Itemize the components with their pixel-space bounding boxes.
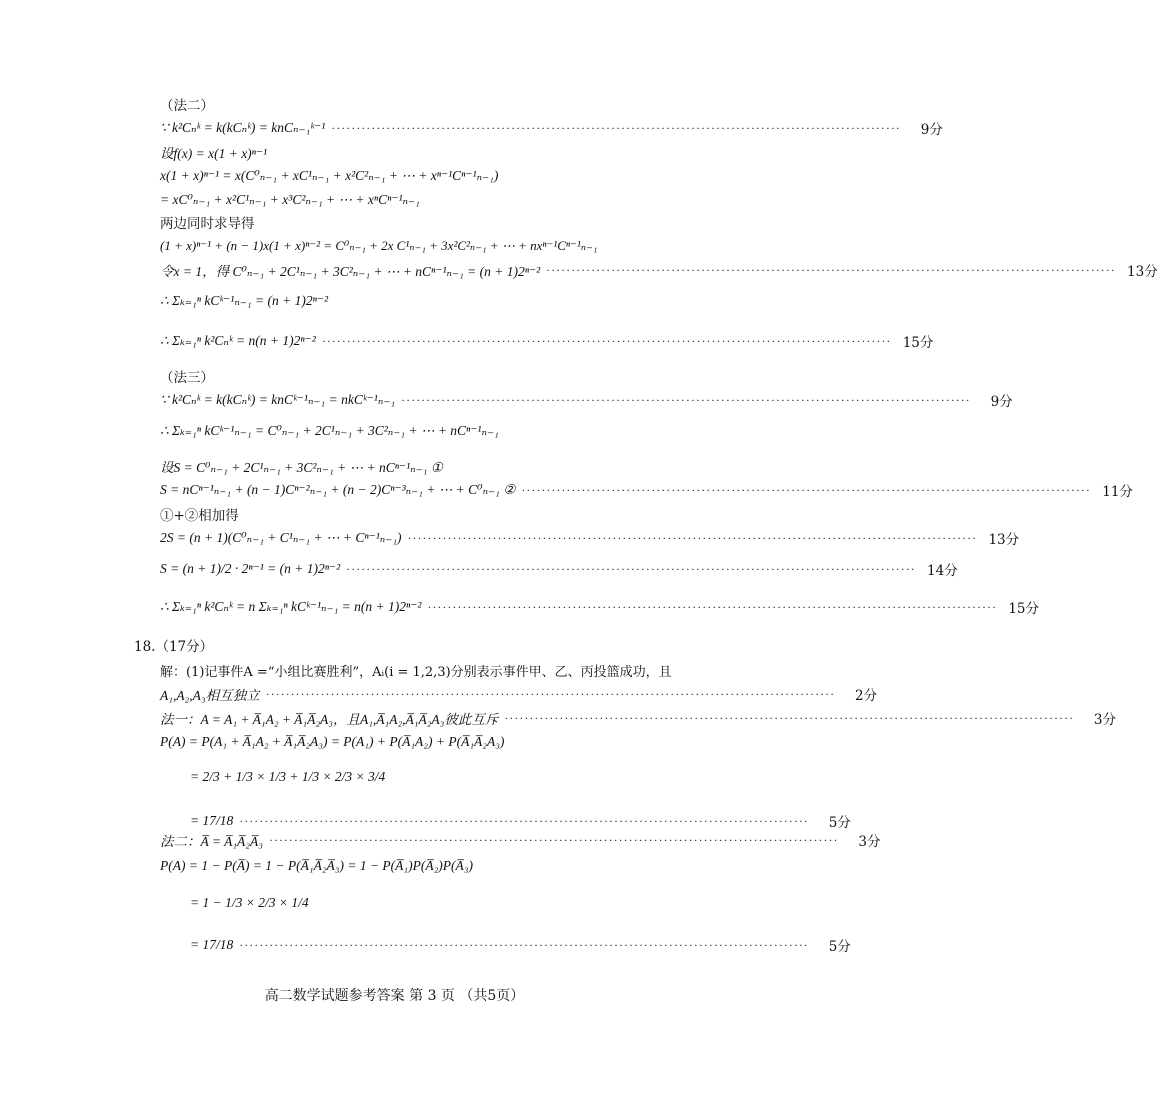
leader-dots: ·················································································································· bbox=[331, 120, 901, 135]
q18-line-9: = 1 − 1/3 × 2/3 × 1/4 bbox=[190, 895, 309, 910]
m3-line-3: 设S = C⁰ₙ₋₁ + 2C¹ₙ₋₁ + 3C²ₙ₋₁ + ⋯ + nCⁿ⁻¹ₙ₋₁ ① bbox=[160, 460, 443, 475]
q18-line-7: 法二：A̅ = A̅₁A̅₂A̅₃ ·················································································································· 3分 bbox=[160, 828, 715, 852]
m2-line-9: ∴ Σₖ₌₁ⁿ k²Cₙᵏ = n(n + 1)2ⁿ⁻² ·················································································································· 15分 bbox=[160, 333, 934, 351]
method3-heading: （法三） bbox=[160, 370, 214, 386]
m2-line-6: (1 + x)ⁿ⁻¹ + (n − 1)x(1 + x)ⁿ⁻² = C⁰ₙ₋₁ + 2x C¹ₙ₋₁ + 3x²C²ₙ₋₁ + ⋯ + nxⁿ⁻¹Cⁿ⁻¹ₙ₋₁ bbox=[160, 238, 598, 253]
q18-line-2: A₁,A₂,A₃相互独立 ·················································································································· 2分 bbox=[160, 682, 715, 706]
score: 15分 bbox=[902, 335, 934, 351]
score: 14分 bbox=[927, 563, 958, 579]
m3-line-7: S = (n + 1)/2 · 2ⁿ⁻¹ = (n + 1)2ⁿ⁻² ·················································································································· 14分 bbox=[160, 561, 958, 579]
leader-dots: ·················································································································· bbox=[321, 333, 892, 348]
score: 5分 bbox=[828, 815, 851, 831]
score: 9分 bbox=[920, 122, 943, 138]
m2-line-2: 设f(x) = x(1 + x)ⁿ⁻¹ bbox=[160, 146, 268, 161]
m3-line-2: ∴ Σₖ₌₁ⁿ kCᵏ⁻¹ₙ₋₁ = C⁰ₙ₋₁ + 2C¹ₙ₋₁ + 3C²ₙ₋₁ + ⋯ + nCⁿ⁻¹ₙ₋₁ bbox=[160, 423, 499, 438]
m3-line-1: ∵ k²Cₙᵏ = k(kCₙᵏ) = knCᵏ⁻¹ₙ₋₁ = nkCᵏ⁻¹ₙ₋₁ ·················································································································· 9分 bbox=[160, 392, 1013, 410]
method2-heading: （法二） bbox=[160, 98, 214, 114]
leader-dots: ·················································································································· bbox=[346, 561, 916, 576]
page-footer: 高二数学试题参考答案 第 3 页 （共5页） bbox=[264, 988, 525, 1004]
leader-dots: ·················································································································· bbox=[407, 530, 978, 545]
score: 11分 bbox=[1102, 484, 1133, 500]
m3-line-4: S = nCⁿ⁻¹ₙ₋₁ + (n − 1)Cⁿ⁻²ₙ₋₁ + (n − 2)Cⁿ⁻³ₙ₋₁ + ⋯ + C⁰ₙ₋₁ ② ·················································································································· 11分 bbox=[160, 482, 1133, 500]
score: 13分 bbox=[1127, 264, 1158, 280]
leader-dots: ·················································································································· bbox=[239, 813, 809, 828]
leader-dots: ·················································································································· bbox=[546, 262, 1116, 277]
leader-dots: ·················································································································· bbox=[401, 392, 971, 407]
m2-line-5: 两边同时求导得 bbox=[160, 216, 255, 232]
m3-line-8: ∴ Σₖ₌₁ⁿ k²Cₙᵏ = n Σₖ₌₁ⁿ kCᵏ⁻¹ₙ₋₁ = n(n + 1)2ⁿ⁻² ·················································································································· 15分 bbox=[160, 599, 1039, 617]
q18-line-5: = 2/3 + 1/3 × 1/3 + 1/3 × 2/3 × 3/4 bbox=[190, 769, 386, 784]
m2-line-8: ∴ Σₖ₌₁ⁿ kCᵏ⁻¹ₙ₋₁ = (n + 1)2ⁿ⁻² bbox=[160, 293, 328, 308]
leader-dots: ·················································································································· bbox=[521, 482, 1091, 497]
m2-line-1: ∵ k²Cₙᵏ = k(kCₙᵏ) = knCₙ₋₁ᵏ⁻¹ ·················································································································· 9分 bbox=[160, 120, 943, 138]
score: 15分 bbox=[1008, 601, 1039, 617]
score: 3分 bbox=[858, 834, 881, 850]
q18-line-6: = 17/18 ·················································································································· 5分 bbox=[190, 813, 851, 831]
leader-dots: ·················································································································· bbox=[504, 710, 1074, 725]
q18-line-4: P(A) = P(A₁ + A̅₁A₂ + A̅₁A̅₂A₃) = P(A₁) + P(A̅₁A₂) + P(A̅₁A̅₂A₃) bbox=[160, 734, 505, 749]
leader-dots: ·················································································································· bbox=[265, 686, 836, 701]
q18-line-10: = 17/18 ·················································································································· 5分 bbox=[190, 937, 851, 955]
q18-line-3: 法一：A = A₁ + A̅₁A₂ + A̅₁A̅₂A₃，且A₁,A̅₁A₂,A̅₁A̅₂A₃彼此互斥 ·················································································································· 3分 bbox=[160, 706, 715, 730]
q18-line-8: P(A) = 1 − P(A̅) = 1 − P(A̅₁A̅₂A̅₃) = 1 − P(A̅₁)P(A̅₂)P(A̅₃) bbox=[160, 858, 473, 873]
score: 5分 bbox=[828, 939, 851, 955]
score: 13分 bbox=[988, 532, 1020, 548]
score: 2分 bbox=[855, 688, 878, 704]
m2-line-4: = xC⁰ₙ₋₁ + x²C¹ₙ₋₁ + x³C²ₙ₋₁ + ⋯ + xⁿCⁿ⁻¹ₙ₋₁ bbox=[160, 192, 420, 207]
m2-line-7: 令x = 1，得 C⁰ₙ₋₁ + 2C¹ₙ₋₁ + 3C²ₙ₋₁ + ⋯ + nCⁿ⁻¹ₙ₋₁ = (n + 1)2ⁿ⁻² ·················································································································· 13分 bbox=[160, 258, 715, 282]
question-18-number: 18.（17分） bbox=[134, 639, 214, 655]
leader-dots: ·················································································································· bbox=[427, 599, 997, 614]
score: 9分 bbox=[990, 394, 1013, 410]
leader-dots: ·················································································································· bbox=[268, 832, 839, 847]
m3-line-6: 2S = (n + 1)(C⁰ₙ₋₁ + C¹ₙ₋₁ + ⋯ + Cⁿ⁻¹ₙ₋₁) ·················································································································· 13分 bbox=[160, 530, 1020, 548]
q18-line-1: 解：(1)记事件A =“小组比赛胜利”，Aᵢ(i = 1,2,3)分别表示事件甲、乙、丙投篮成功，且 bbox=[160, 664, 672, 680]
leader-dots: ·················································································································· bbox=[239, 937, 809, 952]
m3-line-5: ①+②相加得 bbox=[160, 508, 239, 524]
score: 3分 bbox=[1093, 712, 1116, 728]
m2-line-3: x(1 + x)ⁿ⁻¹ = x(C⁰ₙ₋₁ + xC¹ₙ₋₁ + x²C²ₙ₋₁ + ⋯ + xⁿ⁻¹Cⁿ⁻¹ₙ₋₁) bbox=[160, 168, 499, 183]
